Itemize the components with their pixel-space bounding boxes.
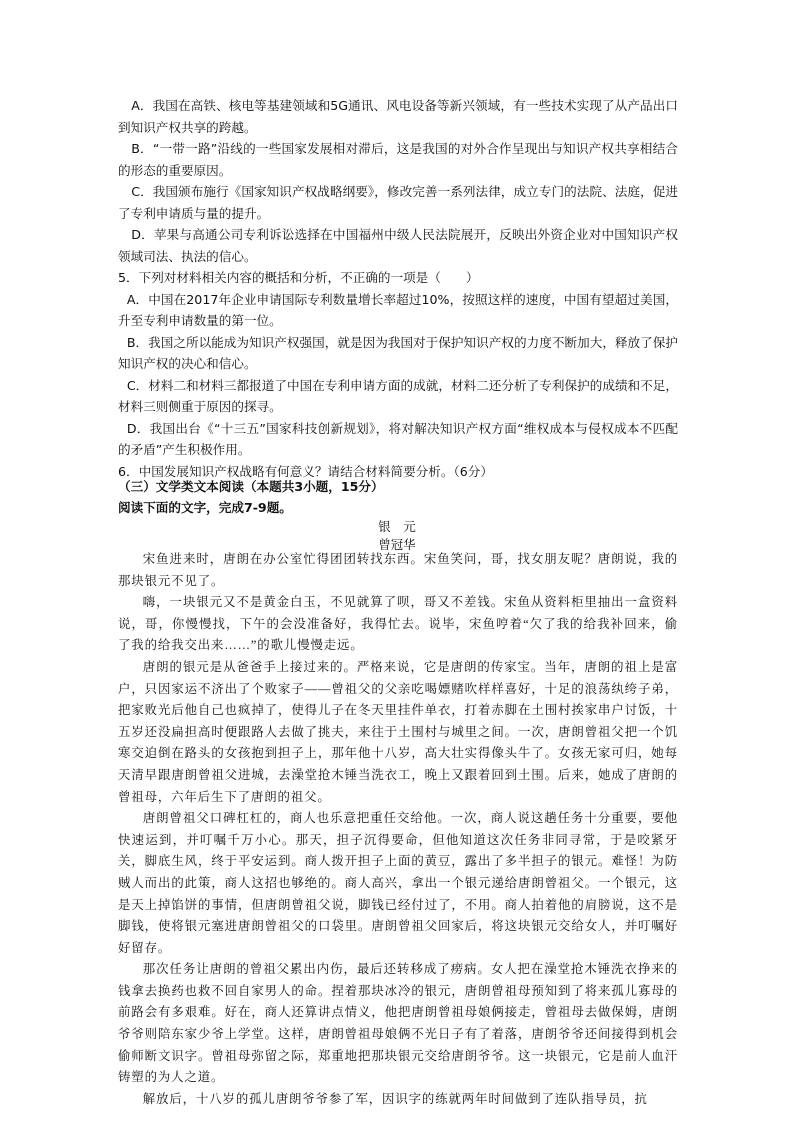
q5-option-d: D．我国出台《“十三五”国家科技创新规划》，将对解决知识产权方面“维权成本与侵权成本不匹配的矛盾”产生积极作用。 [118, 420, 678, 457]
story-author: 曾冠华 [378, 538, 416, 552]
reading-instruction: 阅读下面的文字，完成7-9题。 [118, 500, 292, 515]
question6-stem: 6．中国发展知识产权战略有何意义？请结合材料简要分析。（6分） [118, 463, 493, 479]
story-title: 银 元 [378, 519, 416, 534]
q5-option-c: C．材料二和材料三都报道了中国在专利申请方面的成就，材料二还分析了专利保护的成绩和不足，材料三则侧重于原因的探寻。 [118, 377, 678, 414]
story-paragraph: 唐朗的银元是从爸爸手上接过来的。严格来说，它是唐朗的传家宝。当年，唐朗的祖上是富户，只因家运不济出了个败家子——曾祖父的父亲吃喝嫖赌吹样样喜好，十足的浪荡纨绔子弟，把家败光后他自己也疯掉了，使得儿子在冬天里挂件单衣，打着赤脚在土围村挨家串户讨饭，十五岁还没扁担高时便跟路人去做了挑夫，来往于土围村与城里之间。一次，唐朗曾祖父把一个饥寒交迫倒在路头的女孩抱到担子上，那年他十八岁，高大壮实得像头牛了。女孩无家可归，她每天清早跟唐朗曾祖父进城，去澡堂抢木锤当洗衣工，晚上又跟着回到土围。后来，她成了唐朗的曾祖母，六年后生下了唐朗的祖父。 [118, 659, 678, 804]
story-paragraph: 宋鱼进来时，唐朗在办公室忙得团团转找东西。宋鱼笑问，哥，找女朋友呢？唐朗说，我的那块银元不见了。 [118, 552, 678, 588]
q4-option-d: D．苹果与高通公司专利诉讼选择在中国福州中级人民法院展开，反映出外资企业对中国知识产权领域司法、执法的信心。 [118, 227, 678, 264]
story-paragraph: 嗨，一块银元又不是黄金白玉，不见就算了呗，哥又不差钱。宋鱼从资料柜里抽出一盒资料说，哥，你慢慢找，下午的会没准备好，我得忙去。说毕，宋鱼哼着“欠了我的给我补回来，偷了我的给我交出来……”的歌儿慢慢走远。 [118, 595, 678, 653]
q4-option-c: C．我国颁布施行《国家知识产权战略纲要》，修改完善一系列法律，成立专门的法院、法庭，促进了专利申请质与量的提升。 [118, 184, 678, 221]
q4-option-b: B．“一带一路”沿线的一些国家发展相对滞后，这是我国的对外合作呈现出与知识产权共享相结合的形态的重要原因。 [118, 141, 678, 178]
story-body [118, 549, 678, 1110]
q5-option-b: B．我国之所以能成为知识产权强国，就是因为我国对于保护知识产权的力度不断加大，释放了保护知识产权的决心和信心。 [118, 334, 678, 371]
section-heading: （三）文学类文本阅读（本题共3小题，15分） [118, 479, 384, 494]
story-paragraph: 唐朗曾祖父口碑杠杠的，商人也乐意把重任交给他。一次，商人说这趟任务十分重要，要他快速运到，并叮嘱千万小心。那天，担子沉得要命，但他知道这次任务非同寻常，于是咬紧牙关，脚底生风，终于平安运到。商人拨开担子上面的黄豆，露出了多半担子的银元。难怪！为防贼人而出的此策，商人这招也够绝的。商人高兴，拿出一个银元递给唐朗曾祖父。一个银元，这是天上掉馅饼的事情，但唐朗曾祖父说，脚钱已经付过了，不用。商人拍着他的肩膀说，这不是脚钱，使将银元塞进唐朗曾祖父的口袋里。唐朗曾祖父回家后，将这块银元交给女人，并叮嘱好好留存。 [118, 811, 678, 955]
q4-option-a: A．我国在高铁、核电等基建领域和5G通讯、风电设备等新兴领域，有一些技术实现了从产品出口到知识产权共享的跨越。 [118, 98, 678, 135]
q5-option-a: A．中国在2017年企业申请国际专利数量增长率超过10%，按照这样的速度，中国有望超过美国，升至专利申请数量的第一位。 [118, 291, 678, 328]
question5-stem: 5．下列对材料相关内容的概括和分析，不正确的一项是（ ） [118, 270, 479, 285]
question4-options [118, 95, 678, 482]
story-paragraph: 解放后，十八岁的孤儿唐朗爷爷参了军，因识字的练就两年时间做到了连队指导员，抗 [142, 1091, 648, 1106]
story-paragraph: 那次任务让唐朗的曾祖父累出内伤，最后还转移成了痨病。女人把在澡堂抢木锤洗衣挣来的钱拿去换药也救不回自家男人的命。捏着那块冰冷的银元，唐朗曾祖母预知到了将来孤儿寡母的前路会有多艰难。好在，商人还算讲点情义，他把唐朗曾祖母娘俩接走，曾祖母去做保姆，唐朗爷爷则陪东家少爷上学堂。这样，唐朗曾祖母娘俩不光日子有了着落，唐朗爷爷还间接得到机会偷师断文识字。曾祖母弥留之际，郑重地把那块银元交给唐朗爷爷。这一块银元，它是前人血汗铸塑的为人之道。 [118, 962, 678, 1085]
